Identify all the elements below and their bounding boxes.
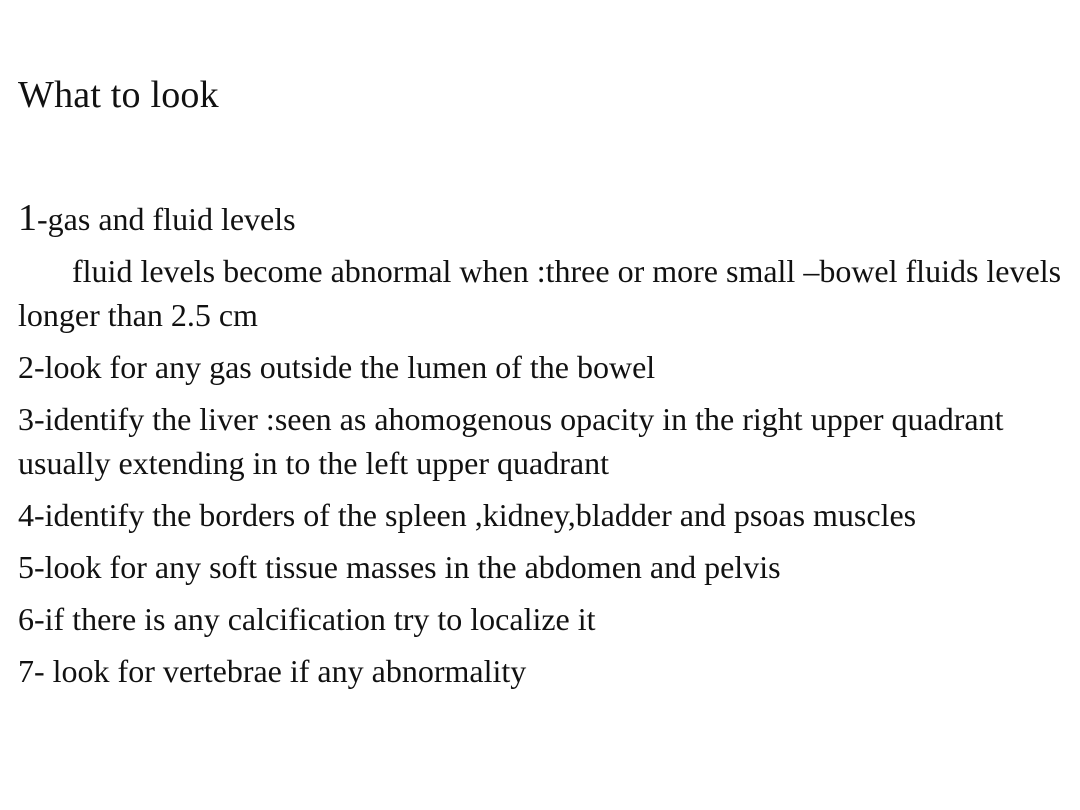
list-item-1-number: 1 [18, 197, 37, 239]
list-item-6: 6-if there is any calcification try to localize it [18, 601, 596, 637]
list-item-1 [18, 196, 1068, 241]
list-item-4: 4-identify the borders of the spleen ,kidney,bladder and psoas muscles [18, 497, 917, 533]
slide-content [18, 196, 1068, 693]
list-item-5: 5-look for any soft tissue masses in the abdomen and pelvis [18, 549, 781, 585]
list-item-7: 7- look for vertebrae if any abnormality [18, 653, 527, 689]
list-item-1-text: -gas and fluid levels [37, 201, 296, 237]
list-item-2: 2-look for any gas outside the lumen of the bowel [18, 349, 656, 385]
list-item-3: 3-identify the liver :seen as ahomogenous opacity in the right upper quadrant usually extending in to the left upper quadrant [18, 401, 1004, 481]
list-item-1-detail: fluid levels become abnormal when :three or more small –bowel fluids levels longer than 2.5 cm [18, 253, 1062, 333]
slide-title: What to look [18, 74, 219, 116]
